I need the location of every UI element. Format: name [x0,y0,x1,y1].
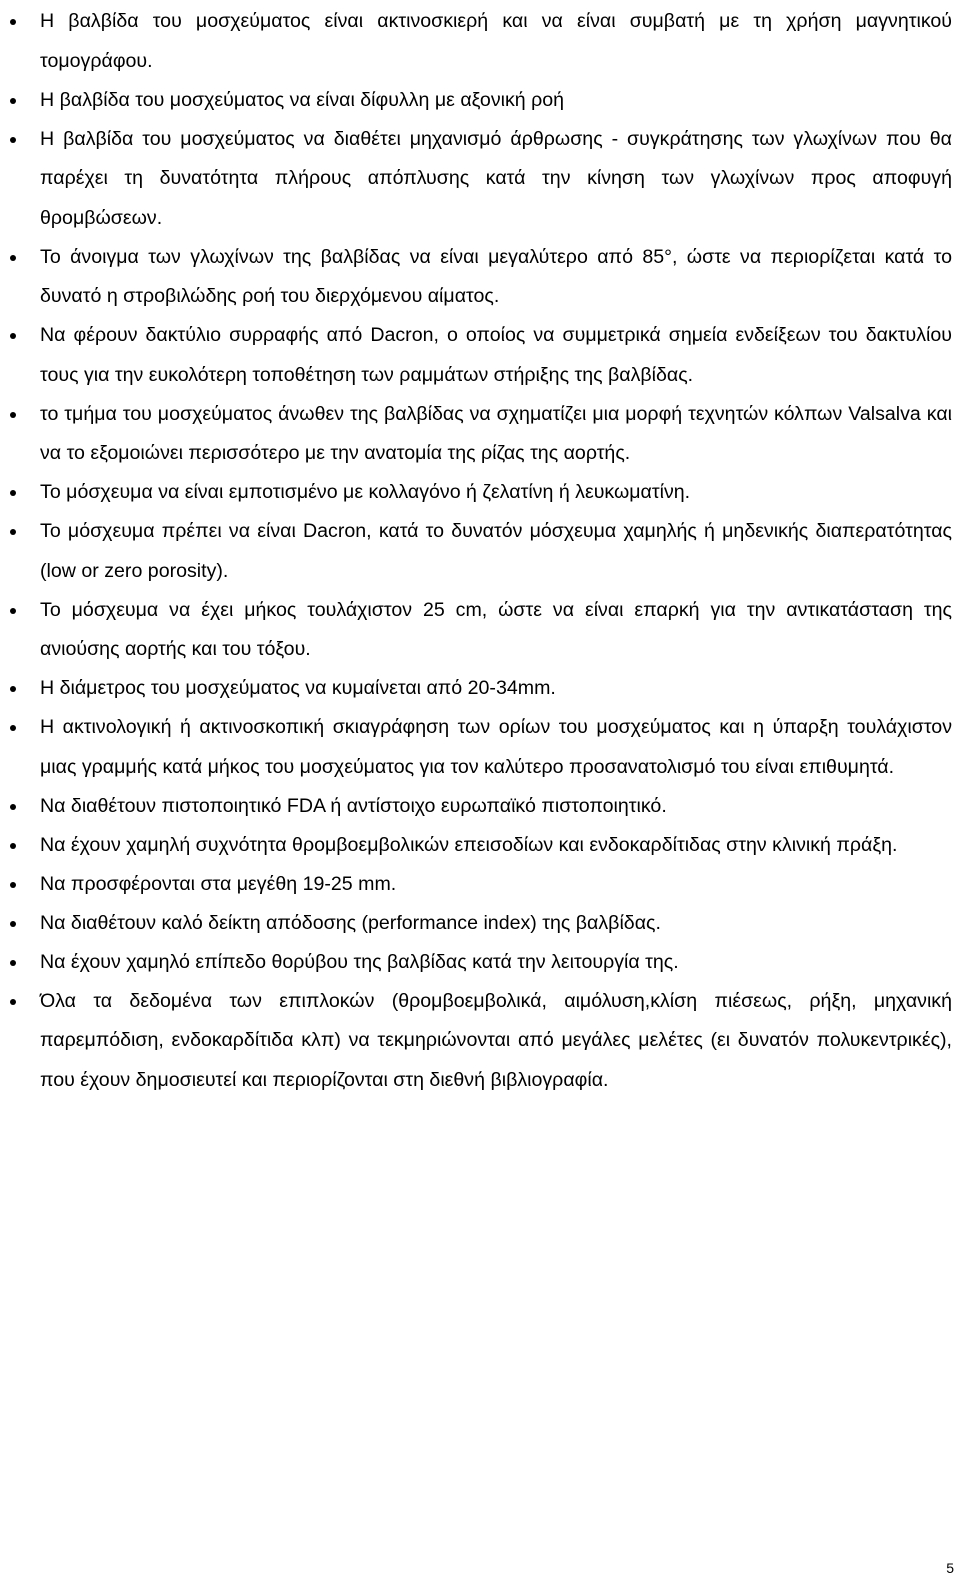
list-item: Η βαλβίδα του μοσχεύματος είναι ακτινοσκιερή και να είναι συμβατή με τη χρήση μαγνητικού τομογράφου. [40,2,952,81]
list-item: το τμήμα του μοσχεύματος άνωθεν της βαλβίδας να σχηματίζει μια μορφή τεχνητών κόλπων Valsalva και να το εξομοιώνει περισσότερο με την ανατομία της ρίζας της αορτής. [40,395,952,474]
list-item: Το μόσχευμα να είναι εμποτισμένο με κολλαγόνο ή ζελατίνη ή λευκωματίνη. [40,473,952,513]
list-item: Η βαλβίδα του μοσχεύματος να διαθέτει μηχανισμό άρθρωσης - συγκράτησης των γλωχίνων που θα παρέχει τη δυνατότητα πλήρους απόπλυσης κατά την κίνηση των γλωχίνων προς αποφυγή θρομβώσεων. [40,120,952,239]
page-number: 5 [946,1560,954,1576]
list-item: Όλα τα δεδομένα των επιπλοκών (θρομβοεμβολικά, αιμόλυση,κλίση πιέσεως, ρήξη, μηχανική παρεμπόδιση, ενδοκαρδίτιδα κλπ) να τεκμηριώνονται από μεγάλες μελέτες (ει δυνατόν πολυκεντρικές), που έχουν δημοσιευτεί και περιορίζονται στη διεθνή βιβλιογραφία. [40,982,952,1101]
list-item: Το μόσχευμα πρέπει να είναι Dacron, κατά το δυνατόν μόσχευμα χαμηλής ή μηδενικής διαπερατότητας (low or zero porosity). [40,512,952,591]
list-item: Το άνοιγμα των γλωχίνων της βαλβίδας να είναι μεγαλύτερο από 85°, ώστε να περιορίζεται κατά το δυνατό η στροβιλώδης ροή του διερχόμενου αίματος. [40,238,952,317]
list-item: Να προσφέρονται στα μεγέθη 19-25 mm. [40,865,952,905]
list-item: Η βαλβίδα του μοσχεύματος να είναι δίφυλλη με αξονική ροή [40,81,952,121]
specification-list [40,2,952,1100]
list-item: Να έχουν χαμηλή συχνότητα θρομβοεμβολικών επεισοδίων και ενδοκαρδίτιδας στην κλινική πράξη. [40,826,952,866]
list-item: Η ακτινολογική ή ακτινοσκοπική σκιαγράφηση των ορίων του μοσχεύματος και η ύπαρξη τουλάχιστον μιας γραμμής κατά μήκος του μοσχεύματος για τον καλύτερο προσανατολισμό του είναι επιθυμητά. [40,708,952,787]
list-item: Η διάμετρος του μοσχεύματος να κυμαίνεται από 20-34mm. [40,669,952,709]
list-item: Να διαθέτουν πιστοποιητικό FDA ή αντίστοιχο ευρωπαϊκό πιστοποιητικό. [40,787,952,827]
list-item: Να φέρουν δακτύλιο συρραφής από Dacron, ο οποίος να συμμετρικά σημεία ενδείξεων του δακτυλίου τους για την ευκολότερη τοποθέτηση των ραμμάτων στήριξης της βαλβίδας. [40,316,952,395]
list-item: Να έχουν χαμηλό επίπεδο θορύβου της βαλβίδας κατά την λειτουργία της. [40,943,952,983]
list-item: Το μόσχευμα να έχει μήκος τουλάχιστον 25 cm, ώστε να είναι επαρκή για την αντικατάσταση της ανιούσης αορτής και του τόξου. [40,591,952,670]
list-item: Να διαθέτουν καλό δείκτη απόδοσης (performance index) της βαλβίδας. [40,904,952,944]
